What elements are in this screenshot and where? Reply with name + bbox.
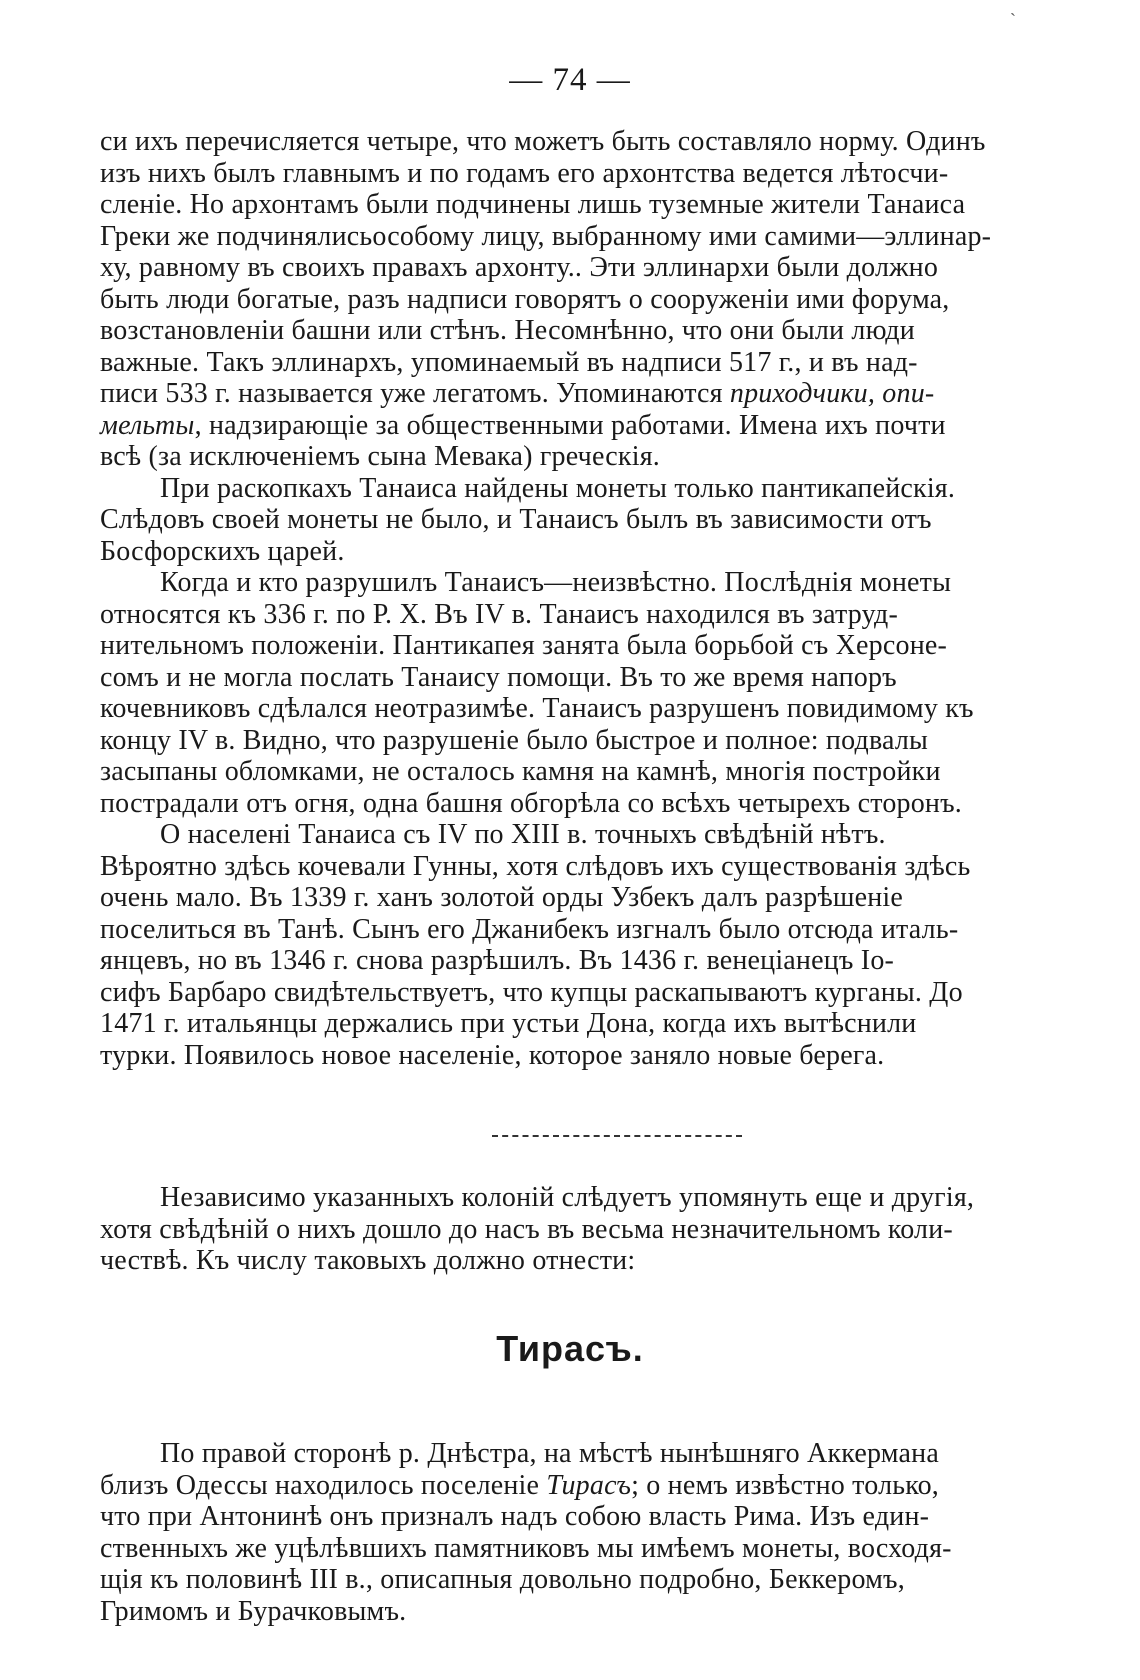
section-heading: Тирасъ. xyxy=(496,1328,644,1369)
scan-mark: ` xyxy=(1010,10,1016,30)
text-line: турки. Появилось новое населеніе, которое заняло новые берега. xyxy=(100,1039,885,1071)
italic-term: мельты xyxy=(100,409,195,441)
text-run: близъ Одессы находилось поселеніе xyxy=(100,1469,547,1501)
text-line: си ихъ перечисляется четыре, что можетъ быть составляло норму. Одинъ xyxy=(100,126,986,157)
text-line: О населені Танаиса съ IV по XIII в. точныхъ свѣдѣній нѣтъ. xyxy=(160,819,886,850)
text-line: При раскопкахъ Танаиса найдены монеты только пантикапейскія. xyxy=(160,472,956,504)
section-divider xyxy=(492,1135,742,1137)
text-line xyxy=(100,410,1140,442)
text-line: Босфорскихъ царей. xyxy=(100,535,345,567)
text-line: нительномъ положеніи. Пантикапея занята была борьбой съ Херсоне- xyxy=(100,630,948,661)
text-line: Независимо указанныхъ колоній слѣдуетъ упомянуть еще и другія, xyxy=(160,1182,975,1213)
text-line: Слѣдовъ своей монеты не было, и Танаисъ былъ въ зависимости отъ xyxy=(100,504,932,535)
text-line xyxy=(100,378,1140,410)
text-line: Гримомъ и Бурачковымъ. xyxy=(100,1595,407,1627)
text-line xyxy=(100,1470,1140,1502)
text-line: концу IV в. Видно, что разрушеніе было быстрое и полное: подвалы xyxy=(100,724,929,756)
text-line: важные. Такъ эллинархъ, упоминаемый въ надписи 517 г., и въ над- xyxy=(100,346,918,378)
text-line: кочевниковъ сдѣлался неотразимѣе. Танаисъ разрушенъ повидимому къ xyxy=(100,693,974,724)
text-line: поселиться въ Танѣ. Сынъ его Джанибекъ изгналъ было отсюда италь- xyxy=(100,913,959,945)
text-line: щія къ половинѣ III в., описапныя довольно подробно, Беккеромъ, xyxy=(100,1564,905,1595)
text-line: засыпаны обломками, не осталось камня на камнѣ, многія постройки xyxy=(100,756,941,787)
text-run: , надзирающіе за общественными работами. Имена ихъ почти xyxy=(194,409,946,441)
text-line: быть люди богатые, разъ надписи говорятъ о сооруженіи ими форума, xyxy=(100,283,950,315)
text-line: изъ нихъ былъ главнымъ и по годамъ его архонтства ведется лѣтосчи- xyxy=(100,157,949,189)
text-run: писи 533 г. называется уже легатомъ. Упоминаются xyxy=(100,378,730,409)
text-line: сленіе. Но архонтамъ были подчинены лишь туземные жители Танаиса xyxy=(100,189,966,220)
text-line: По правой сторонѣ р. Днѣстра, на мѣстѣ нынѣшняго Аккермана xyxy=(160,1438,939,1469)
tiras-paragraph xyxy=(100,1438,1140,1627)
text-line: всѣ (за исключеніемъ сына Мевака) греческія. xyxy=(100,441,660,472)
text-line: что при Антонинѣ онъ призналъ надъ собою власть Рима. Изъ един- xyxy=(100,1501,930,1532)
main-text-block xyxy=(100,126,1140,1071)
italic-term: Тирасъ xyxy=(546,1469,632,1501)
transition-paragraph xyxy=(100,1182,1140,1277)
italic-term: приходчики, xyxy=(729,378,876,409)
text-line: хотя свѣдѣній о нихъ дошло до насъ въ весьма незначительномъ коли- xyxy=(100,1213,953,1245)
text-line: пострадали отъ огня, одна башня обгорѣла со всѣхъ четырехъ сторонъ. xyxy=(100,787,962,819)
italic-term: опи- xyxy=(875,378,935,409)
text-line: ственныхъ же уцѣлѣвшихъ памятниковъ мы имѣемъ монеты, восходя- xyxy=(100,1532,952,1564)
text-line: Когда и кто разрушилъ Танаисъ—неизвѣстно. Послѣднія монеты xyxy=(160,567,952,598)
text-line: сомъ и не могла послать Танаису помощи. Въ то же время напоръ xyxy=(100,661,897,693)
page-number: — 74 — xyxy=(509,62,631,98)
text-line: 1471 г. итальянцы держались при устьи Дона, когда ихъ вытѣснили xyxy=(100,1008,917,1039)
text-line: Греки же подчинялисьособому лицу, выбранному ими самими—эллинар- xyxy=(100,220,992,252)
text-line: Вѣроятно здѣсь кочевали Гунны, хотя слѣдовъ ихъ существованія здѣсь xyxy=(100,850,971,882)
text-run: ; о немъ извѣстно только, xyxy=(631,1469,940,1501)
text-line: относятся къ 336 г. по Р. Х. Въ IV в. Танаисъ находился въ затруд- xyxy=(100,598,899,630)
text-line: ху, равному въ своихъ правахъ архонту.. Эти эллинархи были должно xyxy=(100,252,939,283)
text-line: чествѣ. Къ числу таковыхъ должно отнести: xyxy=(100,1245,636,1276)
text-line: янцевъ, но въ 1346 г. снова разрѣшилъ. Въ 1436 г. венеціанецъ Іо- xyxy=(100,945,895,976)
text-line: возстановленіи башни или стѣнъ. Несомнѣнно, что они были люди xyxy=(100,315,915,346)
text-line: очень мало. Въ 1339 г. ханъ золотой орды Узбекъ далъ разрѣшеніе xyxy=(100,882,904,913)
text-line: сифъ Барбаро свидѣтельствуетъ, что купцы раскапываютъ курганы. До xyxy=(100,976,963,1008)
